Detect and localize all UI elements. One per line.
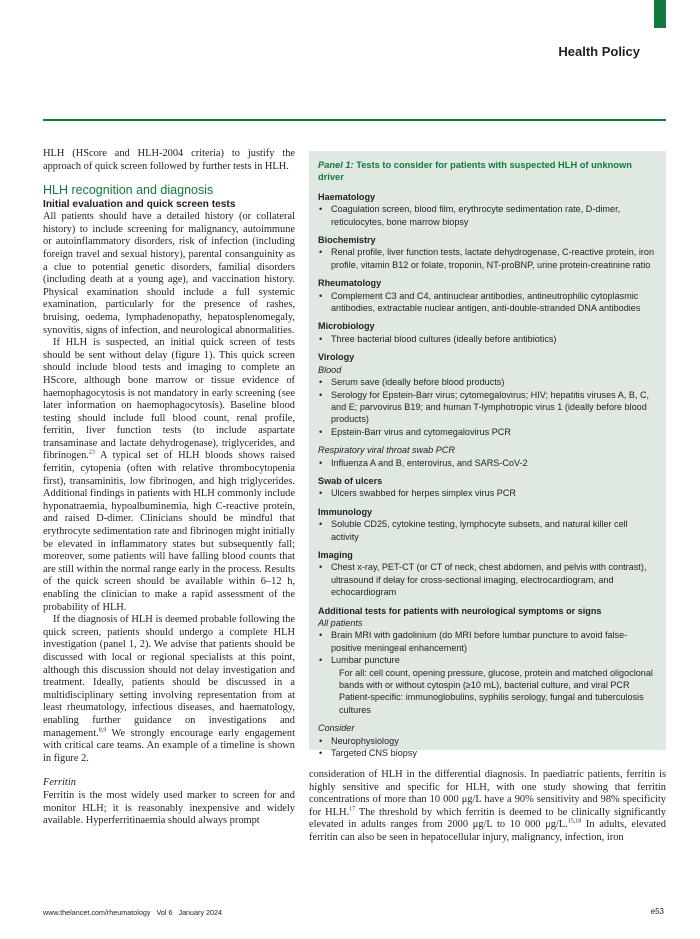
panel-heading-biochemistry: Biochemistry	[318, 235, 376, 246]
panel-heading-microbiology: Microbiology	[318, 321, 375, 332]
panel-title-text: Tests to consider for patients with suspected HLH of unknown driver	[318, 160, 632, 183]
panel-list-item: • Ulcers swabbed for herpes simplex virus PCR	[318, 487, 657, 499]
panel-list	[318, 333, 657, 345]
panel-list-item: • Coagulation screen, blood film, erythrocyte sedimentation rate, D-dimer, reticulocytes, bone marrow biopsy	[318, 203, 657, 228]
panel-list-item: • Three bacterial blood cultures (ideally before antibiotics)	[318, 333, 657, 345]
panel-label-all-patients: All patients	[318, 618, 363, 628]
panel-list-item: • Soluble CD25, cytokine testing, lymphocyte subsets, and natural killer cell activity	[318, 518, 657, 543]
footer-citation	[43, 908, 222, 917]
panel-list	[318, 203, 657, 228]
panel-list-item: • Neurophysiology	[318, 735, 657, 747]
intro-paragraph: HLH (HScore and HLH-2004 criteria) to justify the approach of quick screen followed by further tests in HLH.	[43, 148, 295, 172]
panel-list	[318, 246, 657, 271]
panel-title-lead: Panel 1:	[318, 160, 354, 170]
panel-label-consider: Consider	[318, 723, 355, 734]
panel-lp-all: For all: cell count, opening pressure, glucose, protein and matched oligoclonal bands with or without cytospin (≥10 mL), bacterial culture, and viral PCR	[339, 667, 653, 691]
panel-heading-virology: Virology	[318, 352, 355, 363]
section-label: Health Policy	[558, 44, 640, 59]
panel-list	[318, 457, 657, 469]
journal-url[interactable]: www.thelancet.com/rheumatology	[43, 908, 151, 917]
panel-list	[318, 518, 657, 543]
panel-list	[318, 376, 657, 438]
panel-heading-imaging: Imaging	[318, 549, 353, 560]
panel-list	[318, 629, 657, 666]
panel-list-item: • Targeted CNS biopsy	[318, 747, 657, 759]
subheading: Initial evaluation and quick screen tests	[43, 199, 236, 211]
reference-superscript: 8,9	[98, 727, 107, 734]
paragraph-text: If the diagnosis of HLH is deemed probable following the quick screen, patients should undergo a complete HLH investigation (panel 1, 2). We advise that patients should be discussed with local or regional specialists at this point, although this discussion should not delay investigation and treatment. Ideally, patients should be discussed in a multidisciplinary setting involving representation from at least rheumatology, infectious diseases, and haematology, enabling further guidance on investigations and management.	[43, 614, 295, 739]
panel-list-item: • Renal profile, liver function tests, lactate dehydrogenase, C-reactive protein, iron profile, vitamin B12 or folate, troponin, NT-proBNP, urine protein-creatinine ratio	[318, 246, 657, 271]
quick-screen-paragraph	[43, 337, 295, 614]
reference-superscript: 23	[88, 450, 95, 456]
panel-list-item: • Chest x-ray, PET-CT (or CT of neck, chest abdomen, and pelvis with contrast), ultrasound if delay for cross-sectional imaging, electrocardiogram, and echocardiogram	[318, 561, 657, 598]
panel-label-blood: Blood	[318, 364, 342, 375]
history-paragraph: All patients should have a detailed history (or collateral history) to include screening for malignancy, autoimmune or autoinflammatory disorders, risk of infection (including foreign travel and sexual history), parental consanguinity as a clue to potential genetic disorders, familial disorders (including death at a young age), and vaccination history. Physical examination should include a full systemic examination, particularly for the presence of rashes, bruising, oedema, lymphadenopathy, hepatosplenomegaly, synovitis, signs of infection, and neurological abnormalities.	[43, 211, 295, 336]
panel-heading-haematology: Haematology	[318, 191, 376, 202]
panel-lp-specific: Patient-specific: immunoglobulins, syphilis serology, fungal and tuberculosis cultures	[339, 692, 644, 715]
reference-superscript: 17	[349, 806, 356, 813]
paragraph-text: A typical set of HLH bloods shows raised ferritin, cytopenia (often with relative thrombocytopenia first), transaminitis, low fibrinogen, and high triglycerides. Additional findings in patients with HLH commonly include hyponatraemia, hypoalbuminemia, high C-reactive protein, and raised D-dimer. Clinicians should be mindful that erythrocyte sedimentation rate and fibrinogen might initially be elevated in inflammatory states but subsequently fall; moreover, some patients will have falling blood counts that are still within the normal range early in the process. Results of the quick screen should be available within 6–12 h, enabling the clinician to make a rapid assessment of the probability of HLH.	[43, 450, 295, 613]
panel-heading-immunology: Immunology	[318, 506, 373, 517]
left-column	[43, 148, 295, 828]
panel-list-item: • Influenza A and B, enterovirus, and SARS-CoV-2	[318, 457, 657, 469]
panel-1-box	[309, 151, 666, 759]
right-column	[309, 769, 666, 845]
panel-list-item: • Epstein-Barr virus and cytomegalovirus PCR	[318, 426, 657, 438]
panel-list-item: • Brain MRI with gadolinium (do MRI before lumbar puncture to avoid false-positive meningeal enhancement)	[318, 629, 657, 654]
header-rule	[43, 119, 666, 121]
section-tab-marker	[654, 0, 666, 28]
paragraph-text: consideration of HLH in the differential diagnosis. In paediatric patients, ferritin is highly sensitive and specific for HLH, with one study showing that ferritin concentrations of more than 10 000 μg/L have a 90% sensitivity and 98% specificity for HLH.	[309, 769, 666, 818]
reference-superscript: 15,18	[567, 818, 582, 825]
journal-volume: Vol 6	[156, 908, 173, 917]
panel-list	[318, 290, 657, 315]
diagnosis-paragraph	[43, 614, 295, 765]
journal-date: January 2024	[178, 908, 223, 917]
panel-list-item: • Complement C3 and C4, antinuclear antibodies, antineutrophilic cytoplasmic antibodies, extractable nuclear antigen, anti-double-stranded DNA antibodies	[318, 290, 657, 315]
panel-heading-ulcers: Swab of ulcers	[318, 475, 383, 486]
ferritin-paragraph: Ferritin is the most widely used marker to screen for and monitor HLH; it is reasonably inexpensive and widely available. Hyperferritinaemia should always prompt	[43, 789, 295, 827]
paragraph-text: In adults, elevated ferritin can also be seen in hepatocellular injury, malignancy, infection, iron	[309, 819, 666, 843]
panel-list-item: • Serology for Epstein-Barr virus; cytomegalovirus; HIV; hepatitis viruses A, B, C, and E; parvovirus B19; and human T-lymphotropic virus 1 (ideally before blood products)	[318, 389, 657, 426]
panel-list-item: • Lumbar puncture	[318, 654, 657, 666]
panel-list-item: • Serum save (ideally before blood products)	[318, 376, 657, 388]
panel-list	[318, 487, 657, 499]
panel-list	[318, 735, 657, 760]
paragraph-text: If HLH is suspected, an initial quick screen of tests should be sent without delay (figure 1). This quick screen should include blood tests and imaging to complete an HScore, although bone marrow or tissue evidence of haemophagocytosis is not mandatory in early screening (see later information on haemophagocytosis). Baseline blood testing should include full blood count, renal profile, ferritin, liver function tests (to include aspartate transaminase and lactate dehydrogenase), triglycerides, and fibrinogen.	[43, 337, 295, 462]
panel-list	[318, 561, 657, 598]
ferritin-continued-paragraph	[309, 769, 666, 845]
panel-heading-rheumatology: Rheumatology	[318, 278, 382, 289]
panel-label-swab: Respiratory viral throat swab PCR	[318, 445, 455, 456]
section-heading: HLH recognition and diagnosis	[43, 183, 214, 198]
page-number: e53	[650, 907, 664, 916]
panel-title	[318, 159, 657, 184]
paragraph-text: The threshold by which ferritin is deemed to be clinically significantly elevated in adults ranges from 2000 μg/L to 10 000 μg/L.	[309, 806, 666, 831]
paragraph-text: We strongly encourage early engagement with critical care teams. An example of a timeline is shown in figure 2.	[43, 727, 295, 764]
panel-heading-neuro: Additional tests for patients with neurological symptoms or signs	[318, 605, 602, 616]
ferritin-heading: Ferritin	[43, 777, 76, 789]
